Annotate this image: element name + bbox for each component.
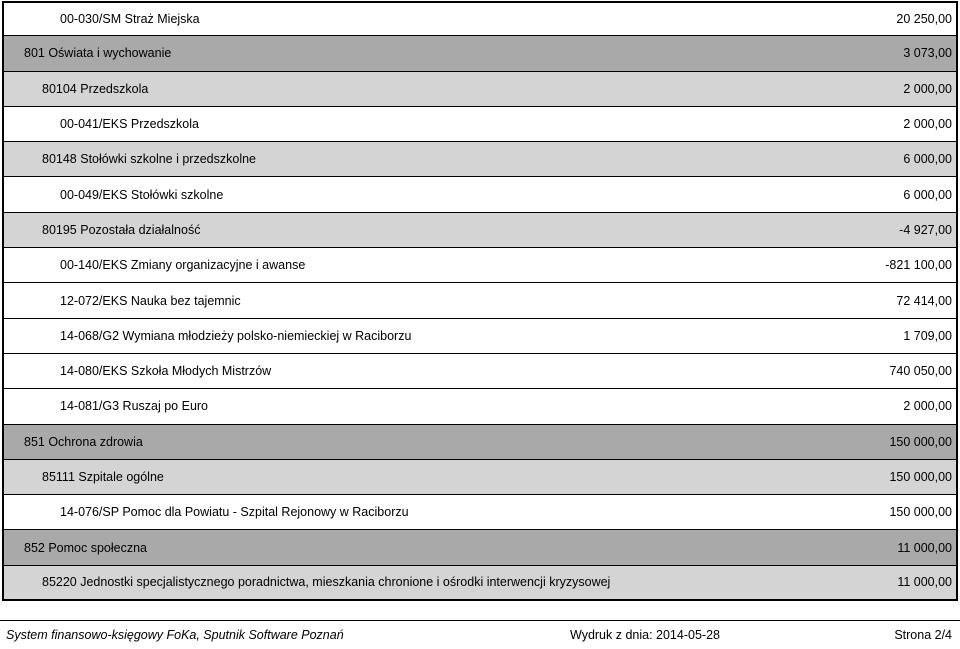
table-row xyxy=(4,107,956,142)
row-name: 14-080/EKS Szkoła Młodych Mistrzów xyxy=(60,364,272,379)
table-row xyxy=(4,1,956,36)
row-name: 14-076/SP Pomoc dla Powiatu - Szpital Rejonowy w Raciborzu xyxy=(60,505,409,520)
table-row xyxy=(4,248,956,283)
row-amount: 740 050,00 xyxy=(889,364,952,379)
row-name: 14-068/G2 Wymiana młodzieży polsko-niemieckiej w Raciborzu xyxy=(60,328,412,343)
row-amount: 6 000,00 xyxy=(903,152,952,167)
row-name: 801 Oświata i wychowanie xyxy=(24,46,172,61)
row-amount: 3 073,00 xyxy=(903,46,952,61)
table-row xyxy=(4,354,956,389)
table-row xyxy=(4,319,956,354)
row-name: 852 Pomoc społeczna xyxy=(24,540,147,555)
row-name: 00-030/SM Straż Miejska xyxy=(60,12,200,27)
row-name: 80104 Przedszkola xyxy=(42,81,149,96)
row-amount: 2 000,00 xyxy=(903,399,952,414)
row-name: 14-081/G3 Ruszaj po Euro xyxy=(60,399,209,414)
table-row xyxy=(4,177,956,212)
row-name: 80148 Stołówki szkolne i przedszkolne xyxy=(42,152,257,167)
row-amount: -821 100,00 xyxy=(885,258,952,273)
table-row xyxy=(4,389,956,424)
page-number: Strona 2/4 xyxy=(894,628,952,642)
row-amount: 150 000,00 xyxy=(889,505,952,520)
table-row xyxy=(4,283,956,318)
row-amount: 150 000,00 xyxy=(889,470,952,484)
row-name: 85220 Jednostki specjalistycznego poradnictwa, mieszkania chronione i ośrodki interwencji kryzysowej xyxy=(42,575,611,590)
table-row xyxy=(4,530,956,565)
row-name: 851 Ochrona zdrowia xyxy=(24,434,143,449)
row-amount: 11 000,00 xyxy=(897,540,952,555)
row-name: 12-072/EKS Nauka bez tajemnic xyxy=(60,293,241,308)
row-name: 80195 Pozostała działalność xyxy=(42,222,201,237)
table-row xyxy=(4,460,956,495)
table-row xyxy=(4,213,956,248)
row-amount: 6 000,00 xyxy=(903,187,952,202)
row-amount: -4 927,00 xyxy=(899,222,952,237)
table-row xyxy=(4,425,956,460)
table-row xyxy=(4,566,956,601)
row-amount: 20 250,00 xyxy=(896,12,952,27)
system-name: System finansowo-księgowy FoKa, Sputnik Software Poznań xyxy=(6,628,344,642)
table-row xyxy=(4,36,956,71)
row-amount: 2 000,00 xyxy=(903,117,952,132)
row-name: 00-041/EKS Przedszkola xyxy=(60,117,199,132)
row-amount: 2 000,00 xyxy=(903,81,952,96)
row-name: 85111 Szpitale ogólne xyxy=(42,470,164,484)
table-row xyxy=(4,142,956,177)
row-amount: 150 000,00 xyxy=(889,434,952,449)
row-amount: 1 709,00 xyxy=(903,328,952,343)
print-date: Wydruk z dnia: 2014-05-28 xyxy=(570,628,720,642)
budget-table xyxy=(2,1,958,601)
table-row xyxy=(4,72,956,107)
page-footer xyxy=(0,620,960,649)
row-amount: 72 414,00 xyxy=(896,293,952,308)
row-name: 00-140/EKS Zmiany organizacyjne i awanse xyxy=(60,258,306,273)
row-amount: 11 000,00 xyxy=(897,575,952,590)
row-name: 00-049/EKS Stołówki szkolne xyxy=(60,187,224,202)
table-row xyxy=(4,495,956,530)
